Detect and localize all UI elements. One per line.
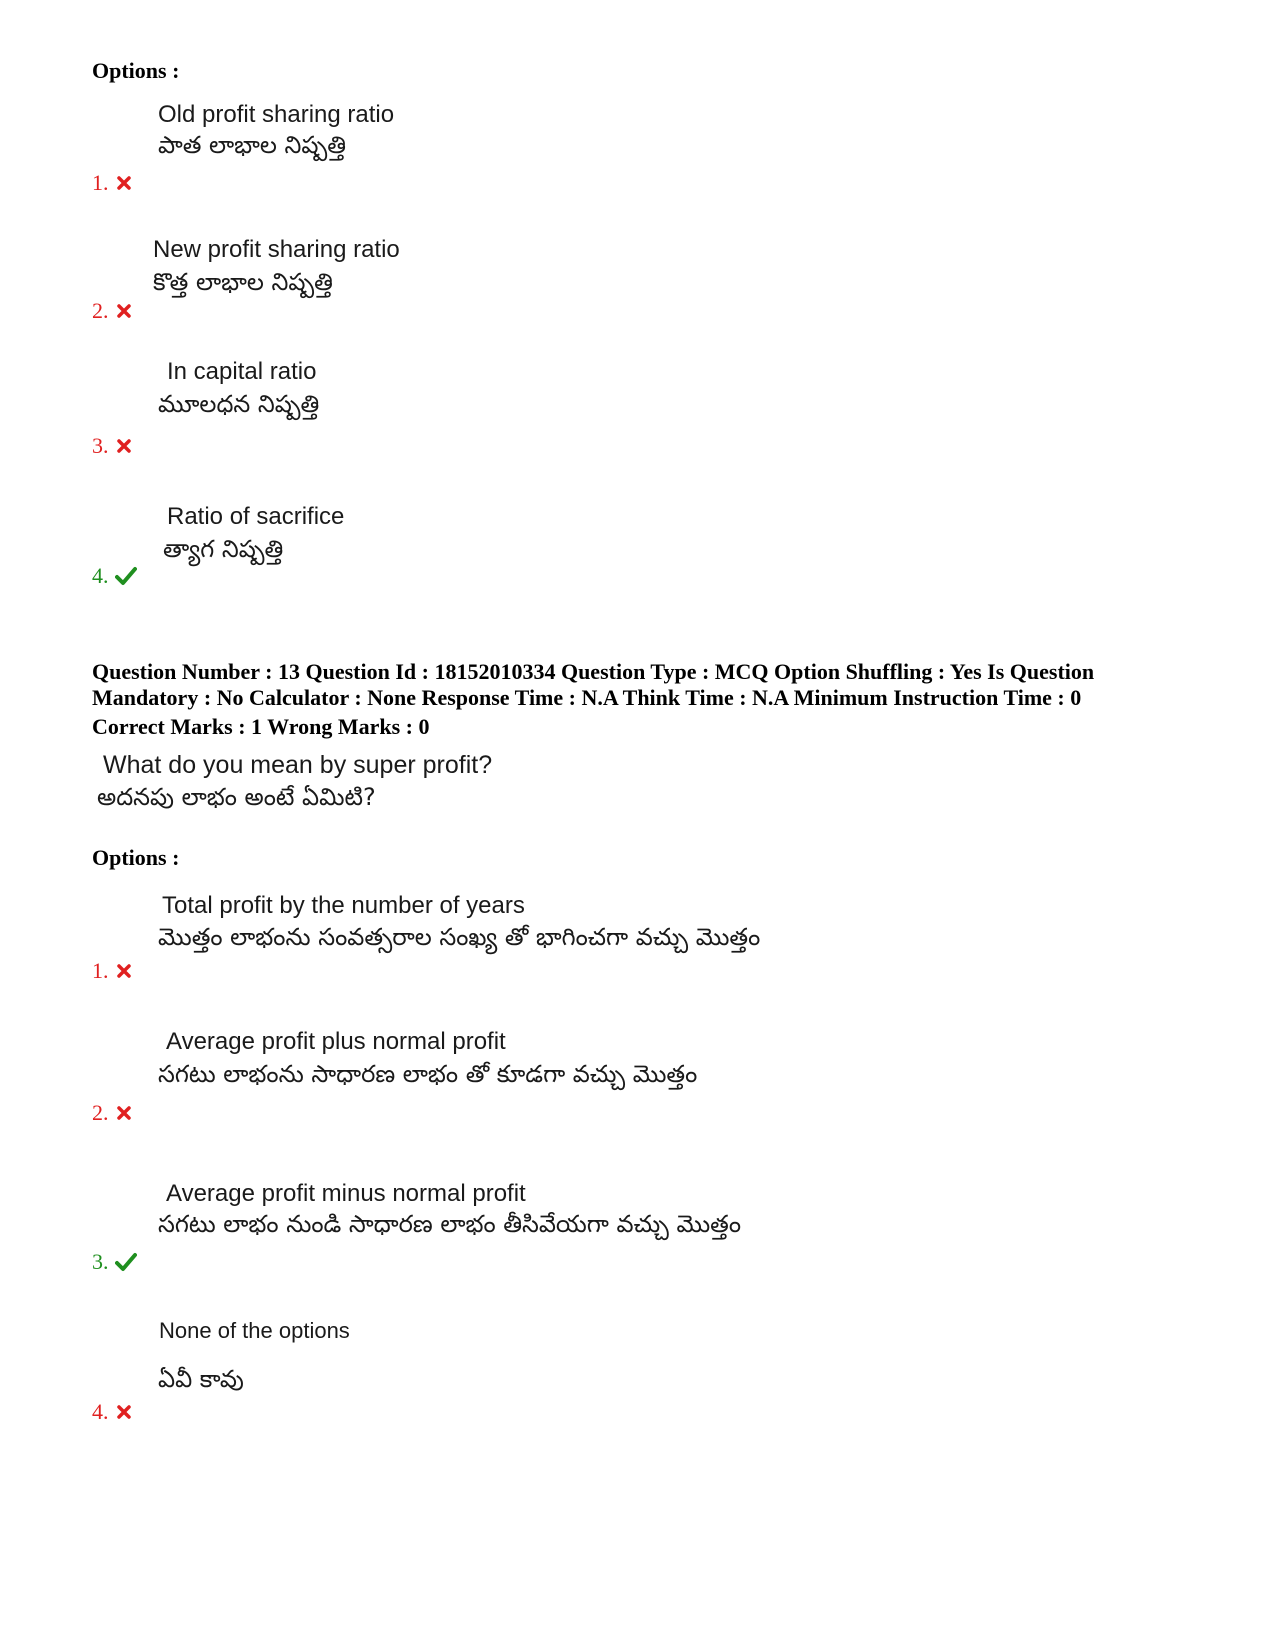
wrong-mark-icon [115, 302, 133, 320]
option-3-text-en: Average profit minus normal profit [166, 1180, 526, 1207]
option-1-text-te: పాత లాభాల నిష్పత్తి [158, 131, 346, 159]
option-number-label: 3. [92, 433, 109, 458]
option-4-number [92, 563, 137, 589]
question-meta-line-1: Question Number : 13 Question Id : 18152010334 Question Type : MCQ Option Shuffling : Yes Is Question [92, 659, 1095, 684]
option-number-label: 4. [92, 1399, 109, 1424]
option-2-text-en: New profit sharing ratio [153, 236, 400, 263]
correct-check-icon [115, 1252, 137, 1272]
option-4-text-te: త్యాగ నిష్పత్తి [163, 535, 284, 563]
option-4-text-en: None of the options [159, 1318, 350, 1343]
option-3-text-en: In capital ratio [167, 358, 317, 385]
option-3-text-te: సగటు లాభం నుండి సాధారణ లాభం తీసివేయగా వచ్చు మొత్తం [158, 1210, 741, 1238]
question-meta-line-2: Mandatory : No Calculator : None Response Time : N.A Think Time : N.A Minimum Instruction Time : 0 [92, 685, 1082, 710]
wrong-mark-icon [115, 962, 133, 980]
option-number-label: 3. [92, 1249, 109, 1274]
option-1-text-te: మొత్తం లాభంను సంవత్సరాల సంఖ్య తో భాగించగా వచ్చు మొత్తం [158, 923, 761, 951]
correct-check-icon [115, 566, 137, 586]
question-marks: Correct Marks : 1 Wrong Marks : 0 [92, 714, 430, 739]
option-4-text-te: ఏవీ కావు [158, 1365, 244, 1393]
question-text-en: What do you mean by super profit? [103, 751, 493, 779]
question-text-te: అదనపు లాభం అంటే ఏమిటి? [97, 783, 376, 811]
option-number-label: 1. [92, 170, 109, 195]
wrong-mark-icon [115, 437, 133, 455]
option-2-number [92, 298, 133, 324]
option-1-text-en: Old profit sharing ratio [158, 101, 395, 128]
options-heading: Options : [92, 58, 180, 83]
question-meta [92, 659, 1202, 711]
option-2-text-en: Average profit plus normal profit [166, 1028, 506, 1055]
wrong-mark-icon [115, 1104, 133, 1122]
option-number-label: 4. [92, 563, 109, 588]
option-4-number [92, 1399, 133, 1425]
option-number-label: 2. [92, 298, 109, 323]
option-3-number [92, 433, 133, 459]
option-2-text-te: సగటు లాభంను సాధారణ లాభం తో కూడగా వచ్చు మొత్తం [158, 1060, 698, 1088]
option-3-text-te: మూలధన నిష్పత్తి [158, 390, 320, 418]
option-2-number [92, 1100, 133, 1126]
option-number-label: 1. [92, 958, 109, 983]
wrong-mark-icon [115, 174, 133, 192]
option-2-text-te: కొత్త లాభాల నిష్పత్తి [153, 268, 333, 296]
option-1-number [92, 958, 133, 984]
wrong-mark-icon [115, 1403, 133, 1421]
option-1-text-en: Total profit by the number of years [162, 892, 525, 919]
option-1-number [92, 170, 133, 196]
option-number-label: 2. [92, 1100, 109, 1125]
option-3-number [92, 1249, 137, 1275]
option-4-text-en: Ratio of sacrifice [167, 503, 345, 530]
options-heading: Options : [92, 845, 180, 870]
